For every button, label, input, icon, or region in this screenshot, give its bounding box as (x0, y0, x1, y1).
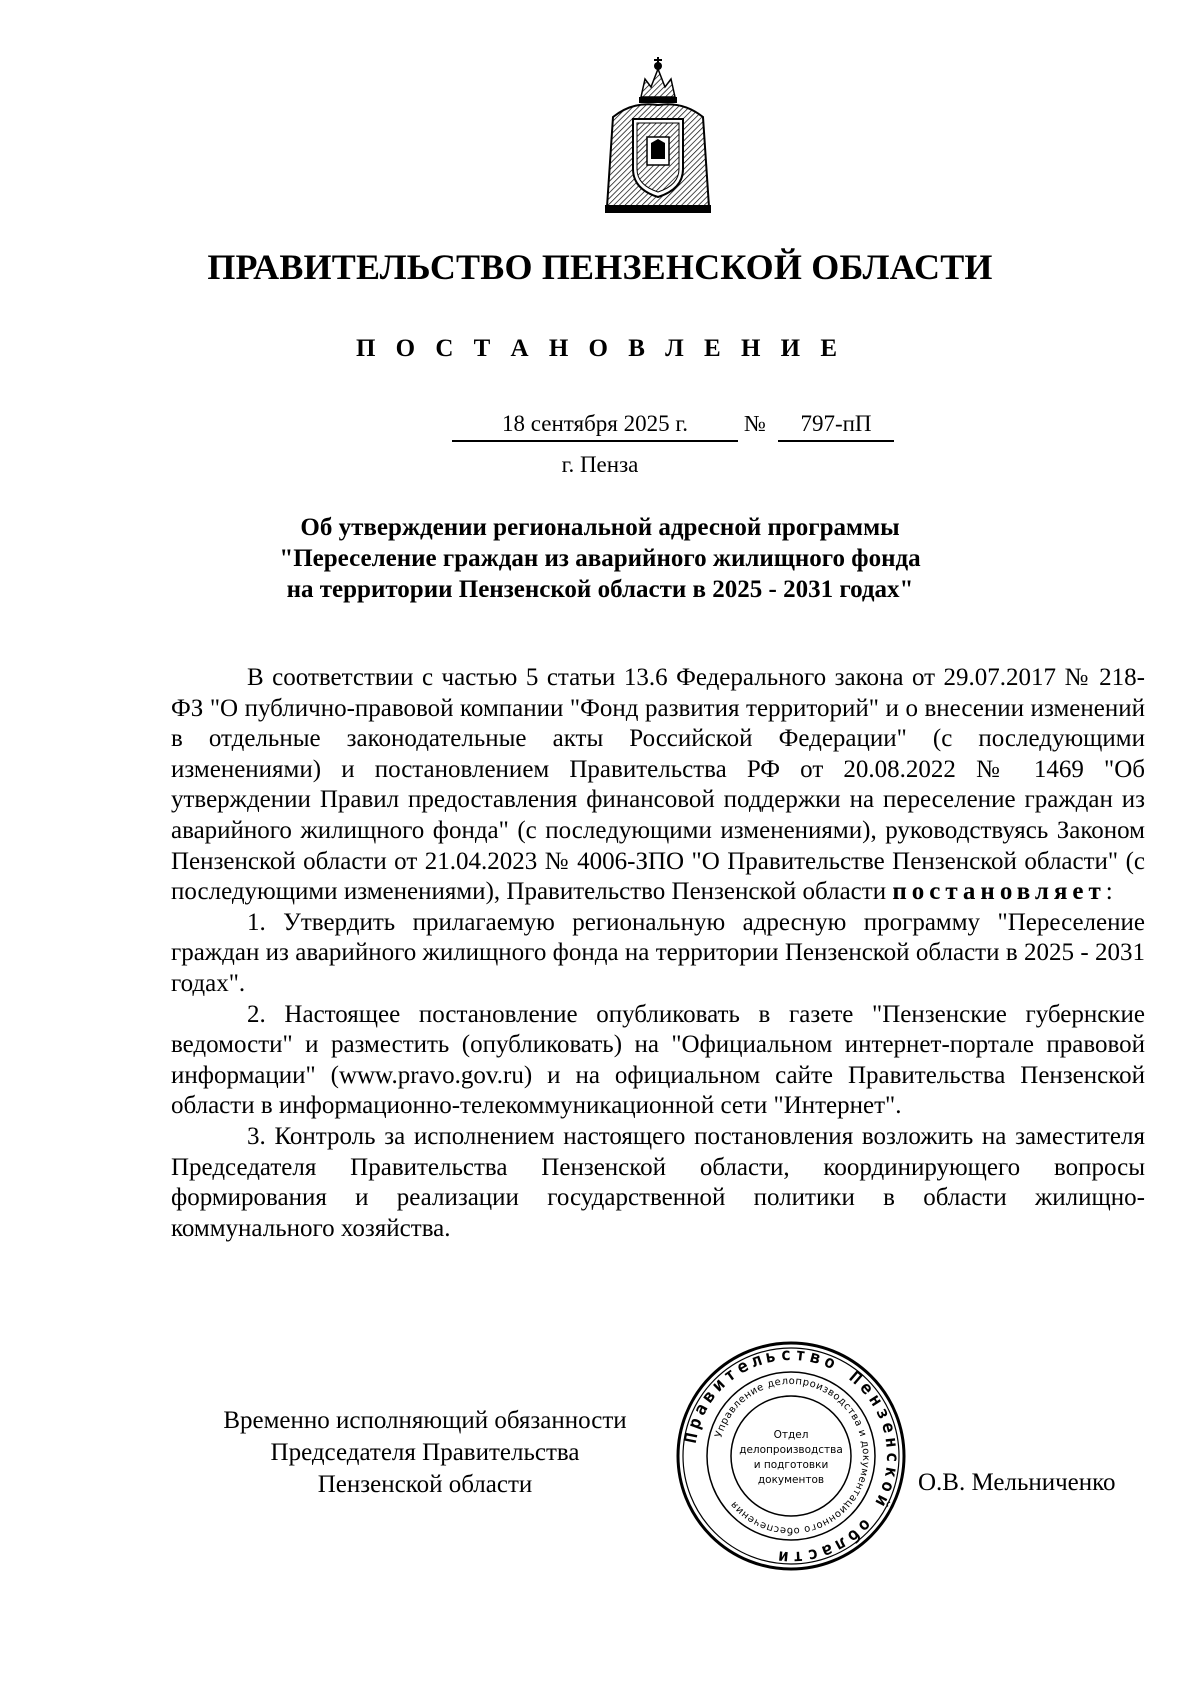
official-stamp (675, 1340, 907, 1572)
signer-name: О.В. Мельниченко (918, 1469, 1116, 1496)
city-line: г. Пенза (561, 452, 639, 477)
decree-colon: : (1105, 878, 1113, 906)
preamble-text: В соответствии с частью 5 статьи 13.6 Федерального закона от 29.07.2017 № 218-ФЗ "О публично-правовой компании "Фонд развития территорий" и о внесении изменений в отдельные законодательные акты Российской Федерации" (с последующими изменениями) и постановлением Правительства РФ от 20.08.2022 № 1469 "Об утверждении Правил предоставления финансовой поддержки на переселение граждан из аварийного жилищного фонда" (с последующими изменениями), руководствуясь Законом Пензенской области от 21.04.2023 № 4006-ЗПО "О Правительстве Пензенской области" (с последующими изменениями), Правительство Пензенской области (171, 664, 1145, 906)
stamp-center-line: Отдел (773, 1429, 809, 1441)
date-number-line (0, 408, 1200, 444)
number-sign: № (744, 411, 766, 436)
subject-line: "Переселение граждан из аварийного жилищного фонда (279, 545, 921, 572)
signer-position (160, 1405, 690, 1501)
decree-word: постановляет (892, 878, 1106, 906)
government-title: ПРАВИТЕЛЬСТВО ПЕНЗЕНСКОЙ ОБЛАСТИ (207, 247, 993, 287)
signer-position-line: Временно исполняющий обязанности (223, 1407, 627, 1434)
stamp-center-line: делопроизводства (739, 1444, 843, 1456)
stamp-middle-text: Управление делопроизводства и документационного обеспечения (713, 1375, 872, 1537)
stamp-center-line: и подготовки (753, 1459, 829, 1471)
preamble-paragraph (171, 663, 1145, 908)
item-paragraph-3: 3. Контроль за исполнением настоящего постановления возложить на заместителя Председателя Правительства Пензенской области, координирующего вопросы формирования и реализации государственной политики в области жилищно-коммунального хозяйства. (171, 1122, 1145, 1242)
stamp-center-line: документов (757, 1474, 825, 1486)
subject-line: на территории Пензенской области в 2025 - 2031 годах" (286, 576, 914, 603)
document-number: 797-пП (778, 408, 894, 442)
item-paragraph-2: 2. Настоящее постановление опубликовать в газете "Пензенские губернские ведомости" и разместить (опубликовать) на "Официальном интернет-портале правовой информации" (www.pravo.gov.ru) и на официальном сайте Правительства Пензенской области в информационно-телекоммуникационной сети "Интернет". (171, 1000, 1145, 1120)
document-body (171, 663, 1145, 1244)
document-subject (150, 512, 1050, 605)
signer-position-line: Председателя Правительства (270, 1439, 580, 1466)
document-date: 18 сентября 2025 г. (452, 408, 738, 442)
stamp-outer-text: Правительство Пензенской области (680, 1344, 903, 1568)
item-paragraph-1: 1. Утвердить прилагаемую региональную адресную программу "Переселение граждан из аварийного жилищного фонда на территории Пензенской области в 2025 - 2031 годах". (171, 908, 1145, 997)
signer-position-line: Пензенской области (317, 1471, 533, 1498)
coat-of-arms-emblem (603, 57, 713, 215)
subject-line: Об утверждении региональной адресной программы (300, 514, 900, 541)
document-type: П О С Т А Н О В Л Е Н И Е (355, 335, 845, 362)
